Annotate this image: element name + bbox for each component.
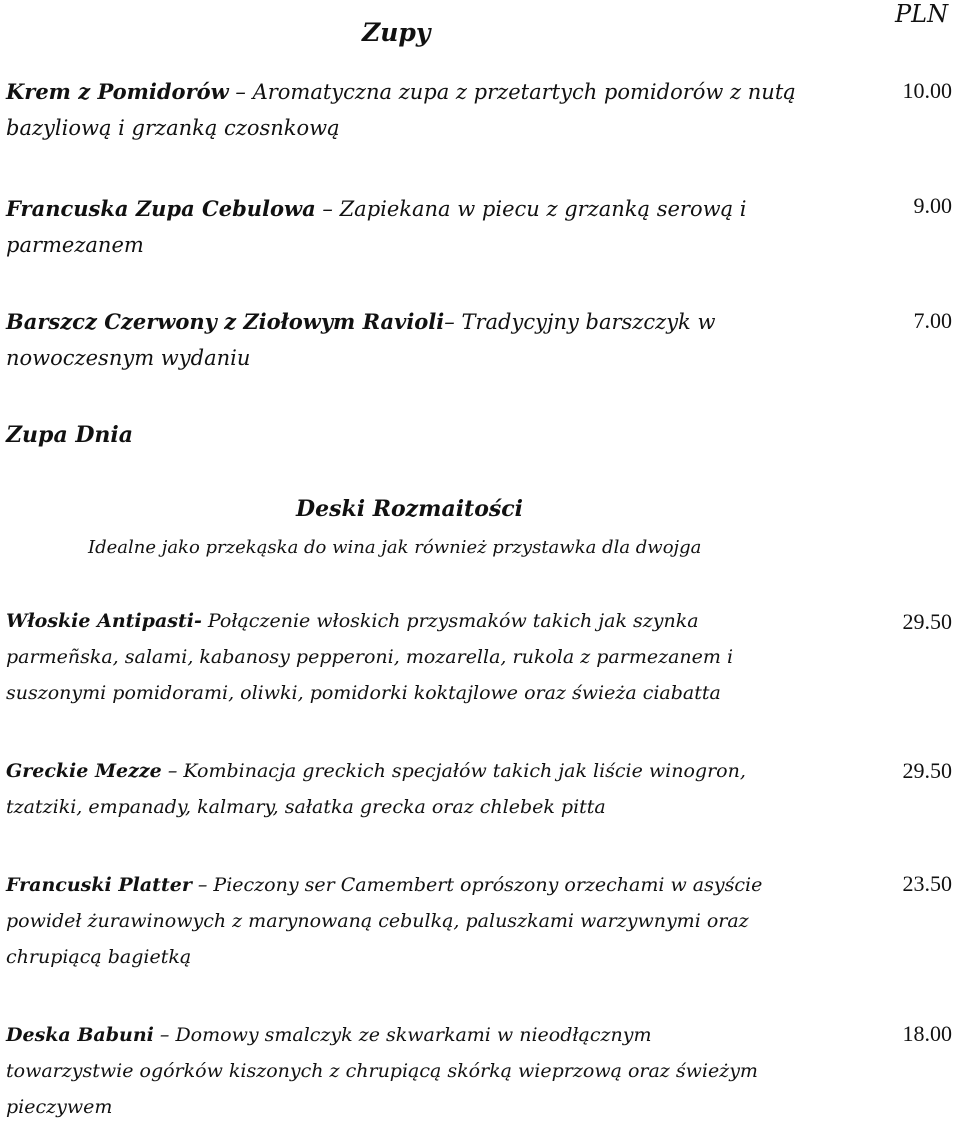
item-name: Krem z Pomidorów bbox=[6, 79, 229, 104]
menu-item bbox=[6, 74, 806, 146]
item-price: 18.00 bbox=[902, 1021, 952, 1046]
item-description: Połączenie włoskich przysmaków takich jak szynka parmeñska, salami, kabanosy pepperoni, mozarella, rukola z parmezanem i suszonymi pomidorami, oliwki, pomidorki koktajlowe oraz świeża ciabatta bbox=[6, 610, 734, 704]
item-price: 29.50 bbox=[902, 609, 952, 634]
item-price: 10.00 bbox=[902, 78, 952, 103]
item-price: 29.50 bbox=[902, 758, 952, 783]
item-name: Barszcz Czerwony z Ziołowym Ravioli bbox=[6, 309, 445, 334]
item-description: – Kombinacja greckich specjałów takich jak liście winogron, tzatziki, empanady, kalmary, sałatka grecka oraz chlebek pitta bbox=[6, 760, 746, 818]
item-name: Greckie Mezze bbox=[6, 760, 162, 782]
item-description: – Pieczony ser Camembert oprószony orzechami w asyście powideł żurawinowych z marynowaną cebulką, paluszkami warzywnymi oraz chrupiącą bagietką bbox=[6, 874, 763, 968]
item-price: 9.00 bbox=[913, 193, 952, 218]
item-dash: – bbox=[315, 197, 340, 221]
item-description: Aromatyczna zupa z przetartych pomidorów z nutą bazyliową i grzanką czosnkową bbox=[6, 80, 796, 140]
menu-item bbox=[6, 603, 796, 711]
soup-of-day-label: Zupa Dnia bbox=[6, 422, 134, 448]
menu-item bbox=[6, 753, 796, 825]
currency-label: PLN bbox=[895, 0, 949, 28]
item-description: Zapiekana w piecu z grzanką serową i parmezanem bbox=[6, 197, 747, 257]
boards-title: Deski Rozmaitości bbox=[296, 496, 524, 522]
menu-item bbox=[6, 867, 766, 975]
item-description: Tradycyjny barszczyk w nowoczesnym wydaniu bbox=[6, 310, 716, 370]
menu-item bbox=[6, 1017, 766, 1125]
item-dash: – bbox=[228, 80, 253, 104]
item-name: Deska Babuni bbox=[6, 1024, 154, 1046]
item-name: Włoskie Antipasti- bbox=[6, 610, 202, 632]
menu-item bbox=[6, 304, 746, 376]
item-name: Francuski Platter bbox=[6, 874, 192, 896]
boards-tagline: Idealne jako przekąska do wina jak również przystawka dla dwojga bbox=[88, 537, 702, 558]
item-description: – Domowy smalczyk ze skwarkami w nieodłącznym towarzystwie ogórków kiszonych z chrupiącą skórką wieprzową oraz świeżym pieczywem bbox=[6, 1024, 758, 1118]
menu-item bbox=[6, 191, 766, 263]
soups-title: Zupy bbox=[362, 18, 431, 47]
item-dash: – bbox=[444, 310, 462, 334]
item-name: Francuska Zupa Cebulowa bbox=[6, 196, 316, 221]
item-price: 23.50 bbox=[902, 871, 952, 896]
item-price: 7.00 bbox=[913, 308, 952, 333]
